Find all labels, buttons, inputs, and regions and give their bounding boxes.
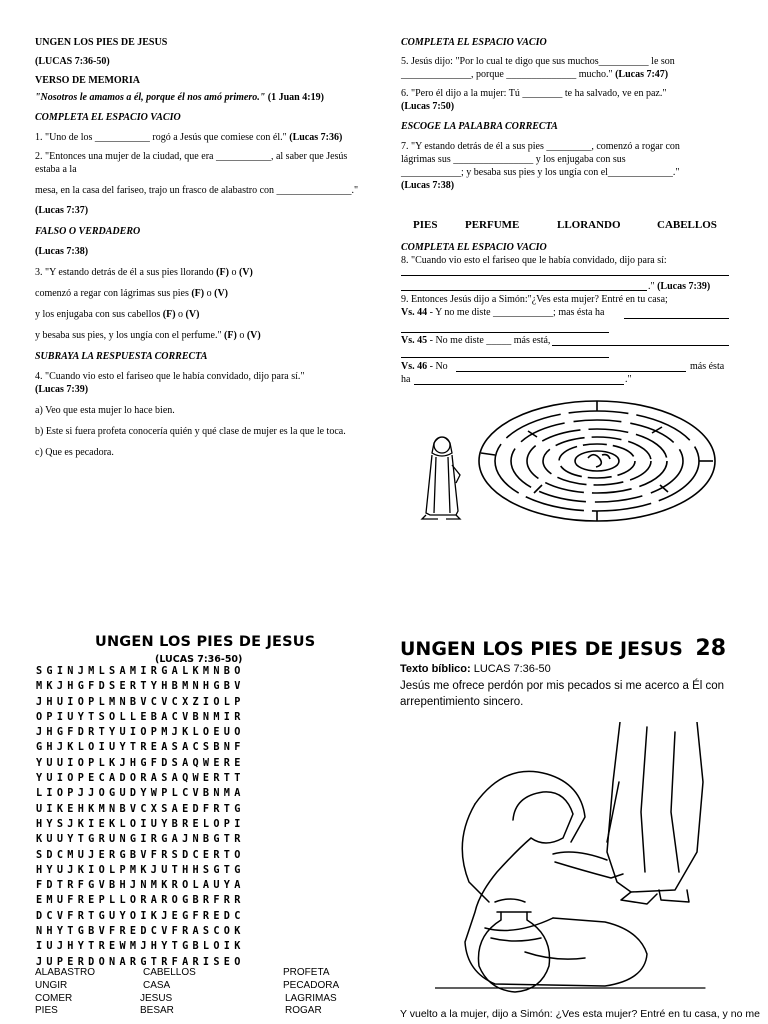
word-list-item: CASA: [143, 979, 171, 991]
question-7-reference: (Lucas 7:38): [401, 180, 455, 191]
word-list-item: PECADORA: [283, 979, 340, 991]
maze: [479, 401, 715, 521]
true-false-item: 3. "Y estando detrás de él a sus pies llorando (F) o (V): [35, 267, 253, 278]
grid-row: JHGFDRTYUIOPMJKLOEUO: [36, 727, 245, 739]
story-bottom-text: Y vuelto a la mujer, dijo a Simón: ¿Ves esta mujer? Entré en tu casa, y no me: [400, 1008, 760, 1020]
question-2-line-1: 2. "Entonces una mujer de la ciudad, que era ___________, al saber que Jesús estaba a la: [35, 151, 348, 175]
grid-row: FDTRFGVBHJNMKROLAUYA: [36, 880, 245, 892]
option-c: c) Que es pecadora.: [35, 447, 114, 458]
memory-verse: "Nosotros le amamos a él, porque él nos amó primero." (1 Juan 4:19): [35, 92, 324, 103]
grid-row: JHUIOPLMNBVCVCXZIOLP: [36, 696, 245, 708]
question-9: 9. Entonces Jesús dijo a Simón:"¿Ves esta mujer? Entré en tu casa;: [401, 294, 668, 305]
grid-row: NHYTGBVFREDCVFRASCOK: [36, 926, 245, 938]
bible-text: Texto bíblico: LUCAS 7:36-50: [400, 663, 551, 675]
word-search-grid: [36, 664, 245, 970]
question-8: 8. "Cuando vio esto el fariseo que le había convidado, dijo para sí:: [401, 255, 667, 266]
question-6: 6. "Pero él dijo a la mujer: Tú ________ te ha salvado, ve en paz.": [401, 88, 667, 99]
worksheet-right-lower: [401, 241, 736, 267]
question-5-line-2: ______________, porque ______________ mucho." (Lucas 7:47): [401, 69, 669, 80]
underline-heading: SUBRAYA LA RESPUESTA CORRECTA: [35, 351, 208, 362]
true-false-item: comenzó a regar con lágrimas sus pies (F) o (V): [35, 288, 229, 299]
word-list-item: CABELLOS: [143, 967, 196, 978]
question-7-line-1: 7. "Y estando detrás de él a sus pies _________, comenzó a rogar con: [401, 141, 680, 152]
answer-line: [456, 371, 686, 372]
grid-row: MKJHGFDSERTYHBMNHGBV: [36, 681, 245, 693]
true-false-item: y los enjugaba con sus cabellos (F) o (V): [35, 309, 200, 320]
question-2-line-2: mesa, en la casa del fariseo, trajo un frasco de alabastro con _______________.": [35, 185, 359, 196]
word-list-item: UNGIR: [35, 979, 68, 991]
verse-46-tail: más ésta: [690, 361, 725, 372]
answer-line: [401, 357, 609, 358]
verse-45: Vs. 45 - No me diste _____ más está,: [401, 335, 551, 346]
verse-44: Vs. 44 - Y no me diste ____________; mas ésta ha: [401, 307, 605, 318]
question-6-reference: (Lucas 7:50): [401, 101, 455, 112]
grid-row: IUJHYTREWMJHYTGBLOIK: [36, 941, 245, 953]
question-7-line-2: lágrimas sus ________________ y los enjugaba con sus: [401, 154, 626, 165]
word-choice: LLORANDO: [557, 219, 621, 231]
grid-row: JUPERDONARGTRFARISEO: [36, 956, 245, 968]
story-title: UNGEN LOS PIES DE JESUS 28: [400, 636, 727, 661]
word-list-item: PROFETA: [283, 967, 330, 978]
grid-row: SDCMUJERGBVFRSDCERTO: [36, 849, 245, 861]
worksheet-right: [401, 36, 736, 192]
grid-row: YUIOPECADORASAQWERTT: [36, 773, 245, 785]
grid-row: HYSJKIEKLOIUYBRELOPI: [36, 818, 245, 830]
answer-line: [414, 384, 624, 385]
verse-46-line-2: ha: [401, 374, 411, 385]
grid-row: KUUYTGRUNGIRGAJNBGTR: [36, 834, 245, 846]
answer-line: [401, 332, 609, 333]
grid-row: OPIUYTSOLLEBACVBNMIR: [36, 711, 245, 723]
question-5-line-1: 5. Jesús dijo: "Por lo cual te digo que sus muchos__________ le son: [401, 56, 675, 67]
jesus-figure: [607, 722, 703, 904]
complete-heading: COMPLETA EL ESPACIO VACIO: [401, 37, 547, 48]
word-list-item: ALABASTRO: [35, 967, 96, 978]
complete-heading: COMPLETA EL ESPACIO VACIO: [35, 112, 181, 123]
true-false-item: y besaba sus pies, y los ungía con el perfume." (F) o (V): [35, 330, 261, 341]
puzzle-title: UNGEN LOS PIES DE JESUS: [95, 634, 316, 650]
worksheet-reference: (LUCAS 7:36-50): [35, 56, 110, 67]
memory-heading: VERSO DE MEMORIA: [35, 75, 141, 86]
worksheet-left: [35, 36, 370, 459]
word-list: [35, 967, 375, 1024]
word-list-item: PIES: [35, 1005, 58, 1017]
puzzle-reference: (LUCAS 7:36-50): [155, 654, 243, 665]
true-false-reference: (Lucas 7:38): [35, 246, 89, 257]
woman-figure: [462, 771, 647, 986]
worksheet-title: UNGEN LOS PIES DE JESUS: [35, 37, 168, 48]
word-list-item: LAGRIMAS: [285, 992, 337, 1004]
complete-heading-2: COMPLETA EL ESPACIO VACIO: [401, 242, 547, 253]
answer-line: [624, 318, 729, 319]
word-list-item: ROGAR: [285, 1005, 322, 1017]
lesson-number: 28: [695, 636, 727, 661]
grid-row: HYUJKIOLPMKJUTHHSGTG: [36, 864, 245, 876]
answer-line: [401, 290, 647, 291]
pharisee-figure: [422, 437, 460, 519]
grid-row: SGINJMLSAMIRGALKMNBO: [36, 666, 245, 677]
verse-46-end: .": [625, 374, 632, 385]
option-b: b) Este si fuera profeta conocería quién y qué clase de mujer es la que le toca.: [35, 426, 346, 437]
question-1: 1. "Uno de los ___________ rogó a Jesús que comiese con él." (Lucas 7:36): [35, 132, 343, 143]
word-list-item: COMER: [35, 992, 73, 1004]
grid-row: LIOPJJOGUDYWPLCVBNMA: [36, 788, 245, 800]
verse-46: Vs. 46 - No: [401, 361, 448, 372]
word-choice: PERFUME: [465, 219, 520, 231]
question-2-reference: (Lucas 7:37): [35, 205, 89, 216]
answer-line: [401, 275, 729, 276]
maze-illustration: [412, 393, 752, 543]
true-false-heading: FALSO O VERDADERO: [35, 226, 141, 237]
grid-row: UIKEHKMNBVCXSAEDFRTG: [36, 803, 245, 815]
word-list-item: JESUS: [140, 992, 173, 1004]
grid-row: YUUIOPLKJHGFDSAQWERE: [36, 757, 245, 769]
grid-row: DCVFRTGUYOIKJEGFREDC: [36, 910, 245, 922]
grid-row: GHJKLOIUYTREASACSBNF: [36, 742, 245, 754]
question-8-end: ." (Lucas 7:39): [648, 281, 711, 292]
woman-anointing-illustration: [435, 722, 735, 1002]
word-choice: PIES: [413, 219, 438, 231]
question-4: 4. "Cuando vio esto el fariseo que le había convidado, dijo para sí." (Lucas 7:39): [35, 371, 305, 395]
story-summary: Jesús me ofrece perdón por mis pecados si me acerco a Él con arrepentimiento sincero.: [400, 680, 725, 708]
answer-line: [552, 345, 729, 346]
choose-heading: ESCOGE LA PALABRA CORRECTA: [401, 121, 558, 132]
option-a: a) Veo que esta mujer lo hace bien.: [35, 405, 175, 416]
word-choice: CABELLOS: [657, 219, 717, 231]
grid-row: EMUFREPLLORAROGBRFRR: [36, 895, 245, 907]
word-list-item: BESAR: [140, 1005, 174, 1017]
question-7-line-3: ____________; y besaba sus pies y los ungía con el_____________.": [401, 167, 680, 178]
